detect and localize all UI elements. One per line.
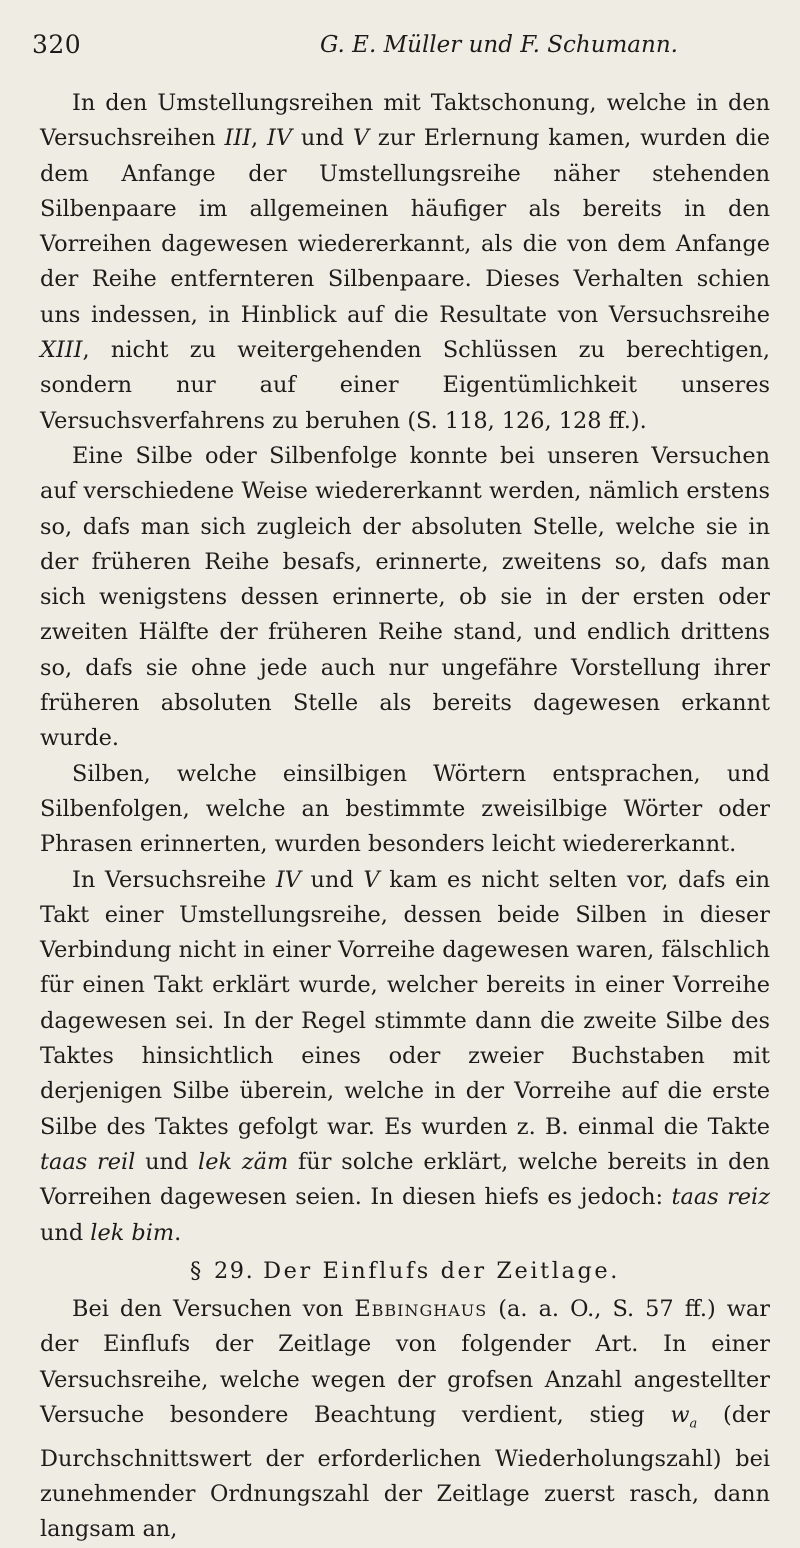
text-run: und [292, 125, 353, 152]
symbol-w-a [670, 1401, 698, 1432]
text-run: . [174, 1219, 182, 1246]
example-syllables: taas reiz [671, 1184, 771, 1211]
roman-numeral: IV [267, 125, 293, 152]
roman-numeral: V [352, 125, 370, 152]
page-number: 320 [32, 30, 82, 59]
text-run: , [251, 125, 268, 152]
paragraph-3: Silben, welche einsilbigen Wörtern entsprachen, und Silbenfolgen, welche an bestimmte zweisilbige Wörter oder Phrasen erinnerten, wurden besonders leicht wiedererkannt. [40, 760, 770, 858]
text-run: In Versuchsreihe [72, 866, 276, 893]
section-heading [40, 1251, 770, 1292]
text-run: für solche erklärt, welche bereits in den Vorreihen dagewesen seien. In diesen hiefs es jedoch: [40, 1148, 770, 1211]
text-run: und [40, 1219, 91, 1246]
roman-numeral: IV [275, 866, 301, 893]
roman-numeral: III [224, 125, 252, 152]
text-run: kam es nicht selten vor, dafs ein Takt einer Umstellungsreihe, dessen beide Silben in dieser Verbindung nicht in einer Vorreihe dagewesen waren, fälschlich für einen Takt erklärt wurde, welcher bereits in einer Vorreihe dagewesen sei. In der Regel stimmte dann die zweite Silbe des Taktes hinsichtlich eines oder zweier Buchstaben mit derjenigen Silbe überein, welche in der Vorreihe auf die erste Silbe des Taktes gefolgt war. Es wurden z. B. einmal die Takte [40, 866, 770, 1140]
example-syllables: taas reil [40, 1148, 136, 1175]
running-head: G. E. Müller und F. Schumann. [320, 32, 678, 58]
paragraph-1 [40, 86, 770, 439]
paragraph-2: Eine Silbe oder Silbenfolge konnte bei unseren Versuchen auf verschiedene Weise wiedererkannt werden, nämlich erstens so, dafs man sich zugleich der absoluten Stelle, welche sie in der früheren Reihe besafs, erinnerte, zweitens so, dafs man sich wenigstens dessen erinnerte, ob sie in der ersten oder zweiten Hälfte der früheren Reihe stand, und endlich drittens so, dafs sie ohne jede auch nur ungefähre Vorstellung ihrer früheren absoluten Stelle als bereits dagewesen erkannt wurde. [40, 442, 770, 752]
example-syllables: lek zäm [198, 1148, 289, 1175]
text-run: zur Erlernung kamen, wurden die dem Anfange der Umstellungsreihe näher stehenden Silbenpaare im allgemeinen häufiger als bereits in den Vorreihen dagewesen wiedererkannt, als die von dem Anfange der Reihe entfernteren Silbenpaare. Dieses Verhalten schien uns indessen, in Hinblick auf die Resultate von Versuchsreihe [40, 125, 770, 328]
page-header [32, 30, 772, 66]
text-run: , nicht zu weitergehenden Schlüssen zu berechtigen, sondern nur auf einer Eigentümlichkeit unseres Versuchsverfahrens zu beruhen (S. 118, 126, 128 ff.). [40, 337, 770, 434]
example-syllables: lek bim [90, 1219, 175, 1246]
text-run: und [135, 1148, 199, 1175]
body-text [40, 86, 770, 1548]
text-run: Bei den Versuchen von [72, 1296, 355, 1323]
paragraph-5 [40, 1292, 770, 1548]
text-run: (a. a. O., S. 57 ff.) war der Einflufs der Zeitlage von folgender Art. In einer Versuchsreihe, welche wegen der grofsen Anzahl angestellter Versuche besondere Beachtung verdient, stieg [40, 1296, 770, 1428]
symbol-subscript: a [689, 1416, 698, 1432]
author-name: Ebbinghaus [354, 1296, 488, 1323]
section-title: Der Einflufs der Zeitlage. [263, 1257, 620, 1284]
text-run: (der Durchschnittswert der erforderlichen Wiederholungszahl) bei zunehmender Ordnungszahl der Zeitlage zuerst rasch, dann langsam an, [40, 1401, 771, 1543]
section-sign: § [190, 1257, 202, 1284]
paragraph-4 [40, 863, 770, 1251]
roman-numeral: XIII [40, 337, 83, 364]
text-run: und [300, 866, 364, 893]
roman-numeral: V [363, 866, 380, 893]
text-run: In den Umstellungsreihen mit Taktschonung, welche in den Versuchsreihen [40, 90, 770, 152]
symbol-letter: w [670, 1401, 690, 1428]
section-number: 29. [213, 1257, 255, 1284]
